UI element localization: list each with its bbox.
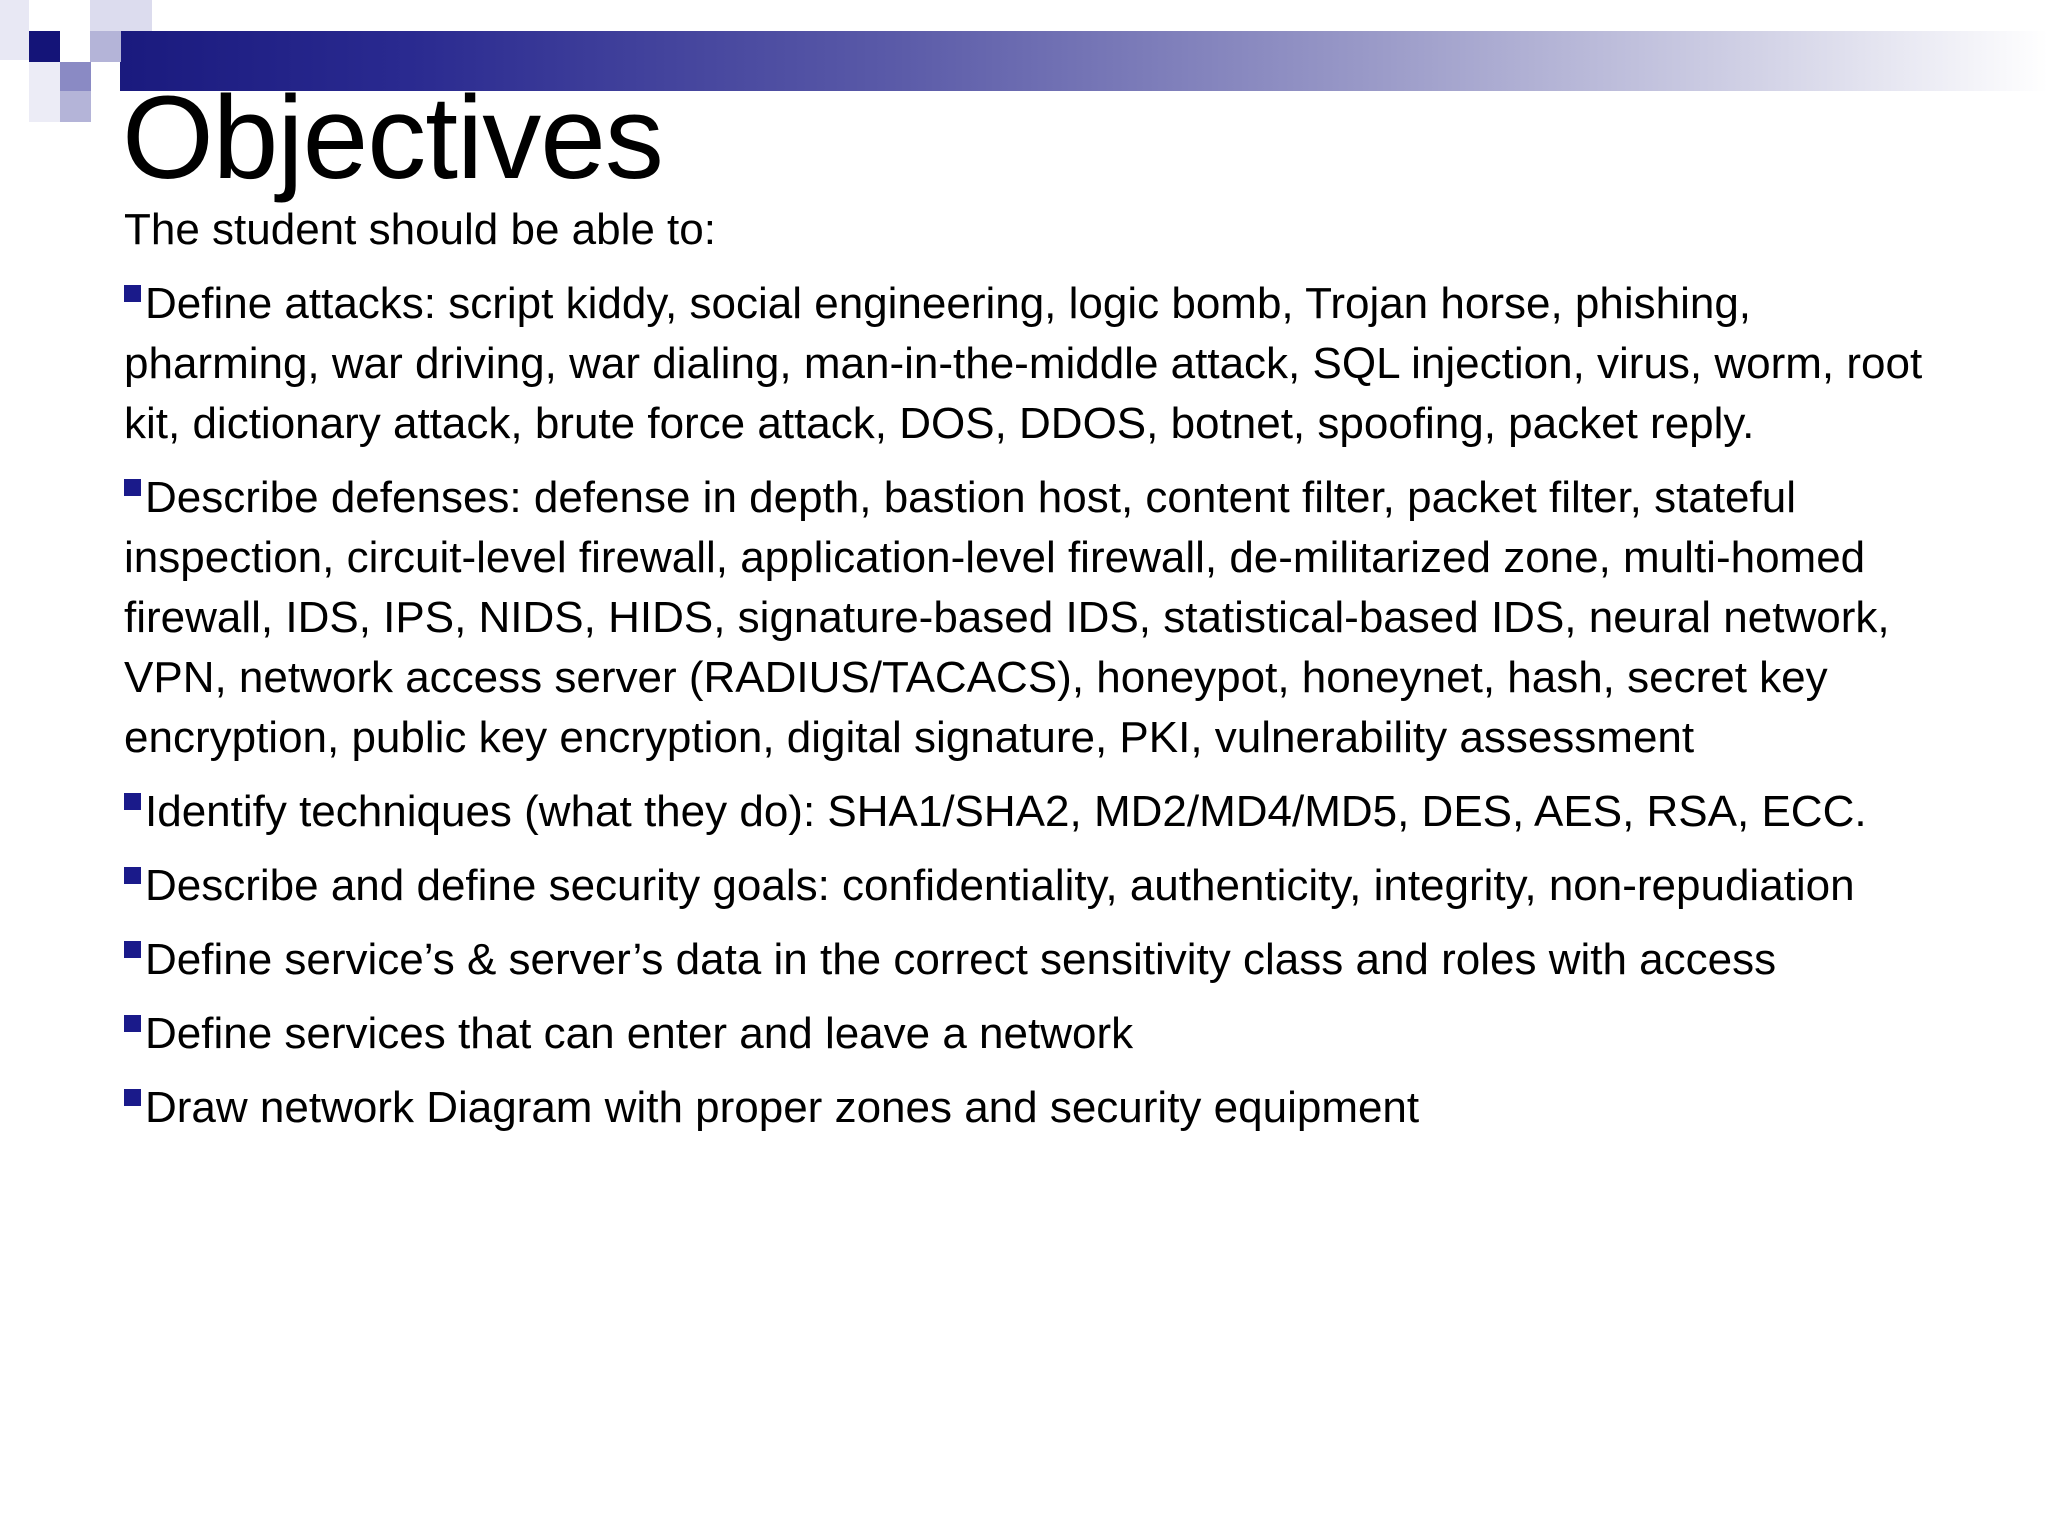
decor-square [0,0,29,60]
bullet-text: Describe and define security goals: confidentiality, authenticity, integrity, non-repudiation [145,861,1855,910]
decor-square [29,62,60,122]
bullet-item [124,274,1954,454]
bullet-text: Describe defenses: defense in depth, bastion host, content filter, packet filter, stateful inspection, circuit-level firewall, application-level firewall, de-militarized zone, multi-homed firewall, IDS, IPS, NIDS, HIDS, signature-based IDS, statistical-based IDS, neural network, VPN, network access server (RADIUS/TACACS), honeypot, honeynet, hash, secret key encryption, public key encryption, digital signature, PKI, vulnerability assessment [124,473,1890,762]
bullet-text: Define service’s & server’s data in the correct sensitivity class and roles with access [145,935,1777,984]
square-bullet-icon [124,867,141,884]
bullet-item [124,1078,1954,1138]
decor-square [29,31,60,62]
bullet-text: Define attacks: script kiddy, social engineering, logic bomb, Trojan horse, phishing, pharming, war driving, war dialing, man-in-the-middle attack, SQL injection, virus, worm, root kit, dictionary attack, brute force attack, DOS, DDOS, botnet, spoofing, packet reply. [124,279,1923,448]
bullet-item [124,856,1954,916]
bullet-text: Identify techniques (what they do): SHA1/SHA2, MD2/MD4/MD5, DES, AES, RSA, ECC. [145,787,1867,836]
bullet-item [124,468,1954,768]
square-bullet-icon [124,1015,141,1032]
decor-square [60,62,91,91]
bullet-text: Draw network Diagram with proper zones and security equipment [145,1083,1420,1132]
bullet-text: Define services that can enter and leave a network [145,1009,1134,1058]
bullet-item [124,1004,1954,1064]
bullet-item [124,930,1954,990]
square-bullet-icon [124,285,141,302]
decor-square [90,31,121,62]
decor-square [60,91,91,122]
decor-square [90,0,152,31]
slide-title: Objectives [122,72,663,204]
square-bullet-icon [124,793,141,810]
square-bullet-icon [124,479,141,496]
slide-body [124,200,1954,1152]
bullet-item [124,782,1954,842]
intro-text: The student should be able to: [124,205,716,254]
square-bullet-icon [124,941,141,958]
square-bullet-icon [124,1089,141,1106]
